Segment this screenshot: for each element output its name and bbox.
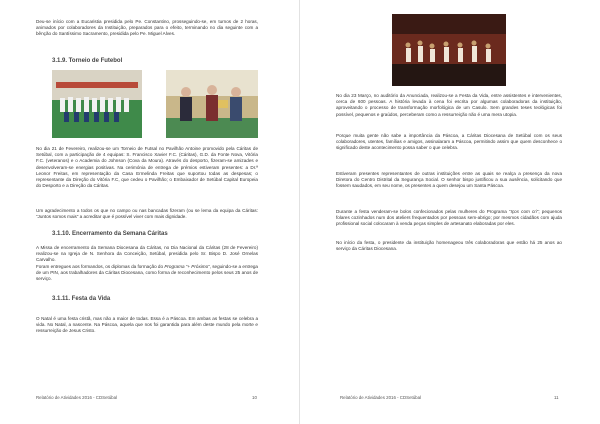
program-name-emphasis: Iços com cri xyxy=(510,209,537,214)
encerramento-paragraph-2 xyxy=(36,264,258,283)
section-heading-festa-vida: 3.1.11. Festa da Vida xyxy=(52,296,111,302)
award-ceremony-photo xyxy=(166,70,258,138)
left-page-number: 10 xyxy=(252,395,257,400)
attendees-paragraph: Estiveram presentes representantes de outras instituições entre as quais se realça a presença da nova Diretora do Centro Distrital da Segurança Social. O senhor bispo justificou a sua ausência, solicitando que fossem saudados, em seu nome, os presentes a quem desejou um Santa Páscoa. xyxy=(336,171,562,189)
futsal-team-photo-image xyxy=(52,70,142,138)
right-footer: Relatório de Atividades 2016 - CDSetúbal xyxy=(340,395,422,400)
futebol-paragraph: No dia 21 de Fevereiro, realizou-se um Torneio de Futsal no Pavilhão Antoine promovido pela Cáritas de Setúbal, com a participação de 4 equipas: S. Francisco Xavier F.C. (Cáritas), G.D. da Fonte Nova, Vitória F.C. (veteranos) e o Academia do Johnson (Cova da Moura). Através do desporto, fizeram-se amizades e desenvolveram-se energias positivas. Na cerimónia de entrega de prémios estiveram presentes: a Dr.ª Leonor Freitas, em representação da Casa Ermelinda Freitas que suportou todas as despesas; o representante da Direção do Vitória F.C, que cedeu o Pavilhão; o Embaixador de Setúbal Capital Europeia do Desporto e a Direção da Cáritas. xyxy=(36,146,258,189)
right-page-number: 11 xyxy=(554,395,559,400)
festa-vida-paragraph: O Natal é uma festa cristã, mas não a maior de todas. Essa é a Páscoa. Em ambas as festas se celebra a vida. No Natal, a nascente. Na Páscoa, aquela que nos foi garantida para além deste mundo pela morte e ressurreição de Jesus Cristo. xyxy=(36,316,258,334)
sales-paragraph xyxy=(336,209,562,228)
futsal-team-photo xyxy=(52,70,142,138)
futebol-paragraph-2: Um agradecimento a todos os que no campo ou nas bancadas fizeram (ou se lema da equipa da Cáritas: “Juntos somos mais” a acreditar que é possível viver com mais dignidade. xyxy=(36,208,258,220)
festa-vida-stage-photo-image xyxy=(392,14,506,86)
homage-paragraph: No início da festa, o presidente da instituição homenageou três colaboradoras que estão há 25 anos ao serviço da Cáritas Diocesana. xyxy=(336,240,562,252)
award-ceremony-photo-image xyxy=(166,70,258,138)
encerramento-paragraph: A Missa de encerramento da Semana Diocesana da Cáritas, no Dia Nacional da Cáritas (28 de Fevereiro) realizou-se na Igreja de N. Senhora da Conceição, Setúbal, presidida pelo Sr. Bispo D. José Ornelas Carvalho. xyxy=(36,245,258,263)
festa-vida-stage-photo xyxy=(392,14,506,86)
section-heading-encerramento: 3.1.10. Encerramento da Semana Cáritas xyxy=(52,231,168,237)
sales-text-a: Durante a festa venderam-se bolos confecionados pelas mulheres do Programa “ xyxy=(336,209,511,214)
left-footer: Relatório de Atividades 2016 - CDSetúbal xyxy=(36,395,118,400)
encerramento-text-a: Foram entregues aos formandos, os diplomas da formação do xyxy=(36,264,165,269)
section-heading-futebol: 3.1.9. Torneio de Futebol xyxy=(52,58,123,64)
encerramento-text-b: , seguindo-se a entrega de um PIN, aos trabalhadores da Cáritas Diocesana, como forma de reconhecimento pelos seus 25 anos de serviço. xyxy=(36,264,258,282)
right-page xyxy=(300,0,600,424)
programa-proximo-emphasis: Programa “+ Próximo” xyxy=(164,264,210,269)
intro-paragraph: Deu-se início com a Eucaristia presidida pelo Pe. Constantino, prosseguindo-se, em turnos de 2 horas, animados por colaboradores da Instituição, preparados para o efeito, terminando no dia seguinte com a bênção do Santíssimo Sacramento, presidida pelo Pe. Miguel Alves. xyxy=(36,19,258,37)
pascoa-importance-paragraph: Porque muita gente não sabe a importância da Páscoa, a Cáritas Diocesana de Setúbal com os seus colaboradores, utentes, famílias e amigos, assinalaram a Páscoa, permitindo assim que quem desconhece o significado deste acontecimento possa saber o que celebra. xyxy=(336,133,562,151)
festa-vida-description: No dia 23 Março, no auditório da Anunciada, realizou-se a Festa da Vida, entre assistentes e intervenientes, cerca de 600 pessoas. A história levada à cena foi escrita por algumas colaboradoras da instituição, aproveitando o processo de transformação morfológica de um Casulo. Sem grandes teses teológicas foi possível, pequenos e graúdos, perceberam como a ressurreição não é uma mera utopia. xyxy=(336,93,562,117)
sales-text-b: ”; pequenos folares cozinhados num dos ateliers frequentados por pessoas sem-abrigo; por mesmos cidadãos com ajuda profissional social colocaram à venda peças simples de artesanato elaboradas por eles. xyxy=(336,209,562,227)
